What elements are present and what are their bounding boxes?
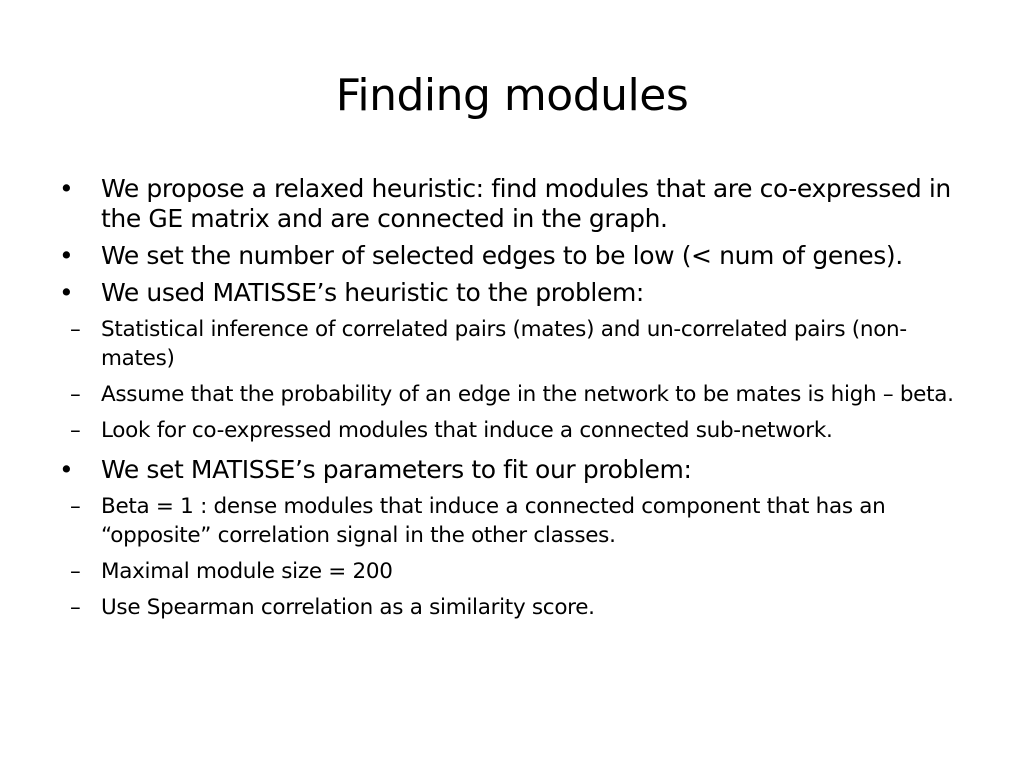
- sub-bullet-group: [56, 315, 976, 445]
- bullet-marker: •: [59, 174, 74, 203]
- bullet-item: [56, 455, 976, 485]
- bullet-text: We used MATISSE’s heuristic to the problem:: [101, 278, 644, 307]
- sub-bullet-group: [56, 492, 976, 622]
- dash-marker: –: [70, 418, 81, 443]
- sub-bullet-item: [56, 492, 976, 550]
- dash-marker: –: [70, 317, 81, 342]
- bullet-marker: •: [59, 455, 74, 484]
- bullet-marker: •: [59, 241, 74, 270]
- sub-bullet-text: Beta = 1 : dense modules that induce a connected component that has an “opposite” correlation signal in the other classes.: [101, 494, 886, 548]
- bullet-item: [56, 278, 976, 308]
- bullet-item: [56, 174, 976, 234]
- sub-bullet-item: [56, 315, 976, 373]
- bullet-text: We set MATISSE’s parameters to fit our problem:: [101, 455, 692, 484]
- dash-marker: –: [70, 595, 81, 620]
- bullet-item: [56, 241, 976, 271]
- slide-title: Finding modules: [335, 70, 689, 121]
- sub-bullet-text: Maximal module size = 200: [101, 559, 393, 584]
- sub-bullet-text: Statistical inference of correlated pairs (mates) and un-correlated pairs (non-mates): [101, 317, 907, 371]
- bullet-marker: •: [59, 278, 74, 307]
- bullet-list: [56, 174, 976, 632]
- bullet-text: We set the number of selected edges to be low (< num of genes).: [101, 241, 903, 270]
- sub-bullet-text: Use Spearman correlation as a similarity score.: [101, 595, 595, 620]
- sub-bullet-item: [56, 557, 976, 586]
- sub-bullet-text: Look for co-expressed modules that induce a connected sub-network.: [101, 418, 833, 443]
- sub-bullet-item: [56, 593, 976, 622]
- sub-bullet-text: Assume that the probability of an edge in the network to be mates is high – beta.: [101, 382, 954, 407]
- sub-bullet-item: [56, 380, 976, 409]
- bullet-text: We propose a relaxed heuristic: find modules that are co-expressed in the GE matrix and are connected in the graph.: [101, 174, 951, 233]
- sub-bullet-list: [56, 492, 976, 622]
- dash-marker: –: [70, 382, 81, 407]
- sub-bullet-list: [56, 315, 976, 445]
- dash-marker: –: [70, 494, 81, 519]
- dash-marker: –: [70, 559, 81, 584]
- sub-bullet-item: [56, 416, 976, 445]
